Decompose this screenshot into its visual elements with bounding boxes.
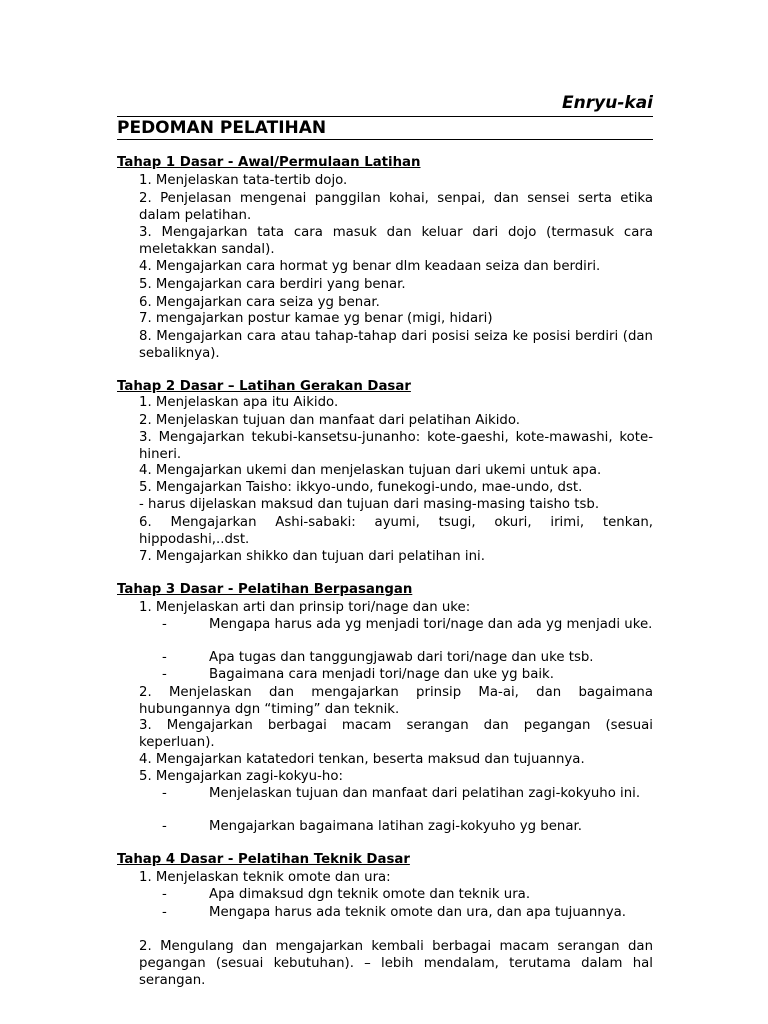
stage-1-item-4: 4. Mengajarkan cara hormat yg benar dlm keadaan seiza dan berdiri. xyxy=(139,259,601,274)
dash-marker: - xyxy=(162,667,167,682)
stage-2-item-4: 4. Mengajarkan ukemi dan menjelaskan tujuan dari ukemi untuk apa. xyxy=(139,463,602,478)
sub-text: Mengapa harus ada yg menjadi tori/nage dan ada yg menjadi uke. xyxy=(209,617,653,632)
stage-4-item-2: 2. Mengulang dan mengajarkan kembali berbagai macam serangan dan pegangan (sesuai kebutuhan). – lebih mendalam, terutama dalam hal serangan. xyxy=(139,939,653,988)
stage-3-item-1: 1. Menjelaskan arti dan prinsip tori/nage dan uke: xyxy=(139,600,471,615)
stage-1-item-7: 7. mengajarkan postur kamae yg benar (migi, hidari) xyxy=(139,311,493,326)
stage-2-title: Tahap 2 Dasar – Latihan Gerakan Dasar xyxy=(117,379,411,394)
stage-1-item-2: 2. Penjelasan mengenai panggilan kohai, senpai, dan sensei serta etika dalam pelatihan. xyxy=(139,191,653,223)
dash-marker: - xyxy=(162,786,167,801)
stage-2-item-7: 7. Mengajarkan shikko dan tujuan dari pelatihan ini. xyxy=(139,549,485,564)
stage-3-item-5-sub-2 xyxy=(162,818,653,835)
dash-marker: - xyxy=(162,650,167,665)
dash-marker: - xyxy=(162,887,167,902)
stage-4-title: Tahap 4 Dasar - Pelatihan Teknik Dasar xyxy=(117,852,410,867)
stage-4-item-1: 1. Menjelaskan teknik omote dan ura: xyxy=(139,870,391,885)
sub-text: Mengajarkan bagaimana latihan zagi-kokyuho yg benar. xyxy=(209,819,582,834)
organization-name: Enryu-kai xyxy=(562,93,653,113)
stage-1-title: Tahap 1 Dasar - Awal/Permulaan Latihan xyxy=(117,155,421,170)
stage-2-item-5-note: - harus dijelaskan maksud dan tujuan dari masing-masing taisho tsb. xyxy=(139,497,600,512)
dash-marker: - xyxy=(162,905,167,920)
stage-4-item-1-sub-2 xyxy=(162,904,653,921)
stage-4-item-1-sub-1 xyxy=(162,886,653,903)
sub-text: Apa tugas dan tanggungjawab dari tori/nage dan uke tsb. xyxy=(209,650,594,665)
stage-1-item-6: 6. Mengajarkan cara seiza yg benar. xyxy=(139,295,380,310)
stage-3-item-1-sub-3 xyxy=(162,666,653,683)
sub-text: Mengapa harus ada teknik omote dan ura, dan apa tujuannya. xyxy=(209,905,627,920)
stage-3-item-1-sub-2 xyxy=(162,649,653,666)
stage-3-item-2: 2. Menjelaskan dan mengajarkan prinsip Ma-ai, dan bagaimana hubungannya dgn “timing” dan teknik. xyxy=(139,685,653,717)
dash-marker: - xyxy=(162,819,167,834)
stage-3-item-3: 3. Mengajarkan berbagai macam serangan dan pegangan (sesuai keperluan). xyxy=(139,718,653,750)
stage-2-item-6: 6. Mengajarkan Ashi-sabaki: ayumi, tsugi, okuri, irimi, tenkan, hippodashi,..dst. xyxy=(139,515,653,547)
document-title: PEDOMAN PELATIHAN xyxy=(117,116,653,140)
stage-2-item-1: 1. Menjelaskan apa itu Aikido. xyxy=(139,395,339,410)
stage-1-item-8: 8. Mengajarkan cara atau tahap-tahap dari posisi seiza ke posisi berdiri (dan sebaliknya). xyxy=(139,329,653,361)
stage-1-item-5: 5. Mengajarkan cara berdiri yang benar. xyxy=(139,277,406,292)
stage-3-item-5-sub-1 xyxy=(162,785,653,802)
stage-1-item-1: 1. Menjelaskan tata-tertib dojo. xyxy=(139,173,348,188)
stage-3-item-1-sub-1 xyxy=(162,616,653,633)
stage-3-item-4: 4. Mengajarkan katatedori tenkan, beserta maksud dan tujuannya. xyxy=(139,752,585,767)
stage-2-item-3: 3. Mengajarkan tekubi-kansetsu-junanho: kote-gaeshi, kote-mawashi, kote-hineri. xyxy=(139,430,653,462)
stage-3-title: Tahap 3 Dasar - Pelatihan Berpasangan xyxy=(117,582,413,597)
stage-3-item-5: 5. Mengajarkan zagi-kokyu-ho: xyxy=(139,769,343,784)
dash-marker: - xyxy=(162,617,167,632)
stage-1-item-3: 3. Mengajarkan tata cara masuk dan keluar dari dojo (termasuk cara meletakkan sandal). xyxy=(139,225,653,257)
sub-text: Bagaimana cara menjadi tori/nage dan uke yg baik. xyxy=(209,667,554,682)
sub-text: Apa dimaksud dgn teknik omote dan teknik ura. xyxy=(209,887,531,902)
sub-text: Menjelaskan tujuan dan manfaat dari pelatihan zagi-kokyuho ini. xyxy=(209,786,641,801)
stage-2-item-5: 5. Mengajarkan Taisho: ikkyo-undo, funekogi-undo, mae-undo, dst. xyxy=(139,480,583,495)
stage-2-item-2: 2. Menjelaskan tujuan dan manfaat dari pelatihan Aikido. xyxy=(139,413,520,428)
